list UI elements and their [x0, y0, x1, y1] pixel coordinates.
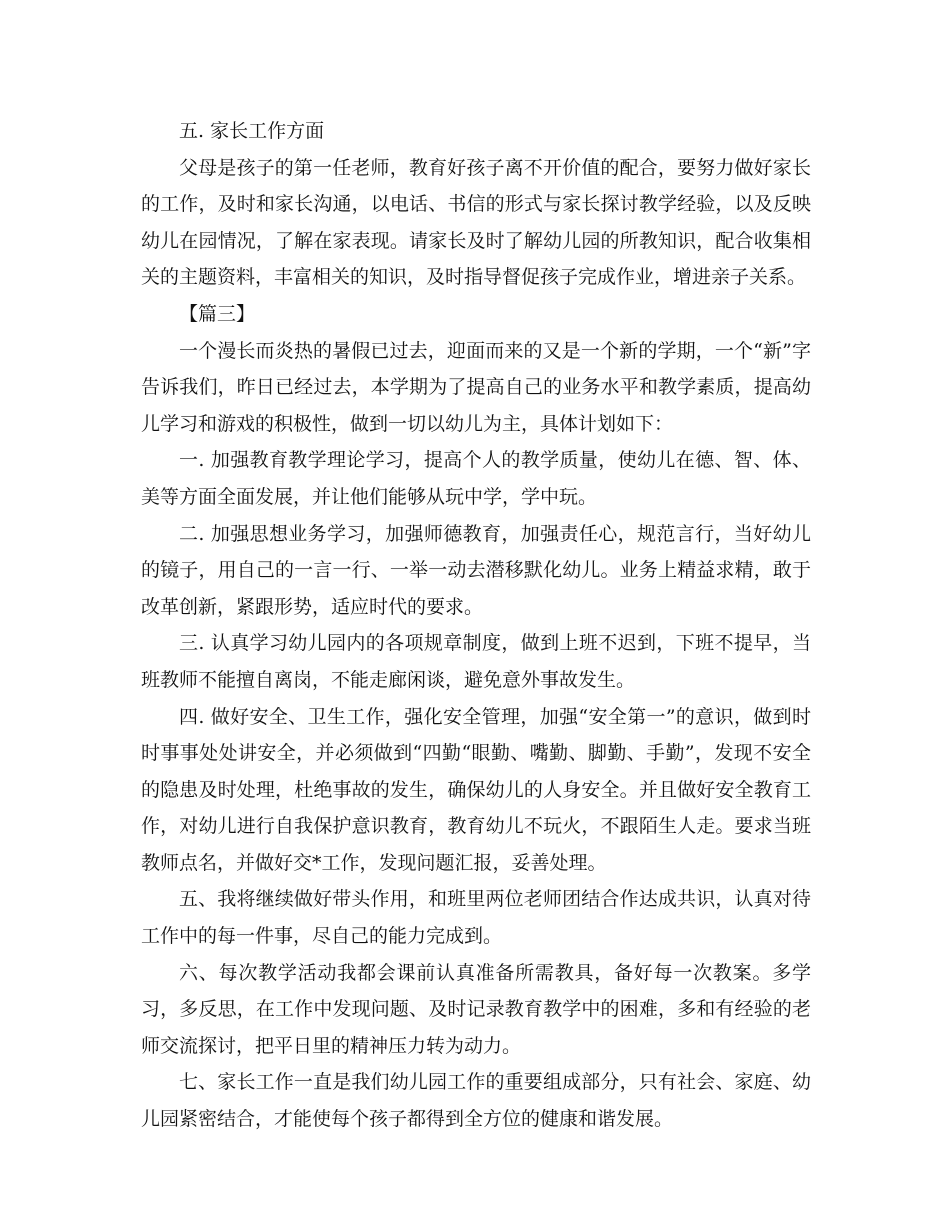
paragraph-item-2: 二. 加强思想业务学习，加强师德教育，加强责任心，规范言行，当好幼儿的镜子，用自己的一言一行、一举一动去潜移默化幼儿。业务上精益求精，敢于改革创新，紧跟形势，适应时代的要求。	[141, 522, 811, 618]
paragraph-item-5: 五、我将继续做好带头作用，和班里两位老师团结合作达成共识，认真对待工作中的每一件事，尽自己的能力完成到。	[141, 888, 811, 948]
paragraph-item-6: 六、每次教学活动我都会课前认真准备所需教具，备好每一次教案。多学习，多反思，在工作中发现问题、及时记录教育教学中的困难，多和有经验的老师交流探讨，把平日里的精神压力转为动力。	[141, 961, 811, 1057]
paragraph-intro: 一个漫长而炎热的暑假已过去，迎面而来的又是一个新的学期，一个“新”字告诉我们，昨日已经过去，本学期为了提高自己的业务水平和教学素质，提高幼儿学习和游戏的积极性，做到一切以幼儿为主，具体计划如下：	[141, 339, 811, 435]
paragraph-item-1: 一. 加强教育教学理论学习，提高个人的教学质量，使幼儿在德、智、体、美等方面全面发展，并让他们能够从玩中学，学中玩。	[141, 449, 811, 508]
section-heading-parent-work: 五. 家长工作方面	[179, 120, 325, 142]
paragraph-item-3: 三. 认真学习幼儿园内的各项规章制度，做到上班不迟到，下班不提早，当班教师不能擅自离岗，不能走廊闲谈，避免意外事故发生。	[141, 632, 811, 691]
paragraph-item-7: 七、家长工作一直是我们幼儿园工作的重要组成部分，只有社会、家庭、幼儿园紧密结合，才能使每个孩子都得到全方位的健康和谐发展。	[141, 1071, 811, 1131]
document-body	[141, 113, 811, 1138]
paragraph-item-4: 四. 做好安全、卫生工作，强化安全管理，加强“安全第一”的意识，做到时时事事处处讲安全，并必须做到“四勤“眼勤、嘴勤、脚勤、手勤”，发现不安全的隐患及时处理，杜绝事故的发生，确保幼儿的人身安全。并且做好安全教育工作，对幼儿进行自我保护意识教育，教育幼儿不玩火，不跟陌生人走。要求当班教师点名，并做好交*工作，发现问题汇报，妥善处理。	[141, 705, 811, 874]
paragraph-parent-work: 父母是孩子的第一任老师，教育好孩子离不开价值的配合，要努力做好家长的工作，及时和家长沟通，以电话、书信的形式与家长探讨教学经验，以及反映幼儿在园情况，了解在家表现。请家长及时了解幼儿园的所教知识，配合收集相关的主题资料，丰富相关的知识，及时指导督促孩子完成作业，增进亲子关系。	[141, 156, 811, 289]
section-heading-part-three: 【篇三】	[179, 302, 256, 325]
